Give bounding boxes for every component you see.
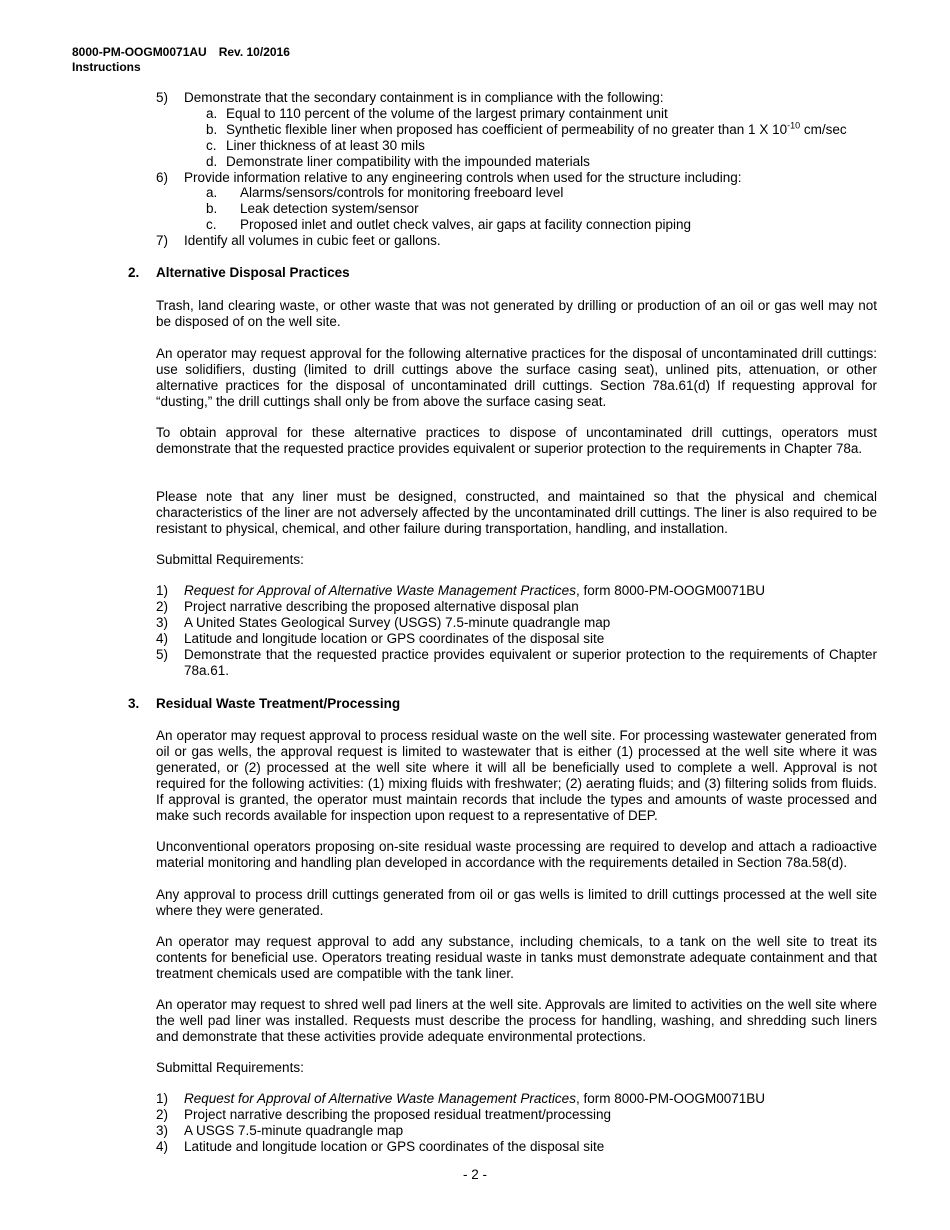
list-number: 4) bbox=[156, 1139, 169, 1154]
list-item: A United States Geological Survey (USGS) 7.5-minute quadrangle map bbox=[184, 615, 611, 630]
list-item: Latitude and longitude location or GPS coordinates of the disposal site bbox=[184, 1139, 605, 1154]
sub-item: Synthetic flexible liner when proposed has coefficient of permeability of no greater than 1 X $10^{-10}$ cm/sec bbox=[226, 120, 847, 137]
list-item: Project narrative describing the proposed alternative disposal plan bbox=[184, 599, 579, 614]
list-number: 3) bbox=[156, 1123, 169, 1138]
exponent: -10 bbox=[787, 120, 801, 131]
sub-item: Alarms/sensors/controls for monitoring freeboard level bbox=[240, 185, 564, 200]
list-item: Demonstrate that the requested practice provides equivalent or superior protection to the requirements of Chapter 78a.61. bbox=[184, 647, 877, 678]
sub-letter: c. bbox=[206, 138, 217, 153]
document-header bbox=[72, 45, 290, 75]
list-item: A USGS 7.5-minute quadrangle map bbox=[184, 1123, 404, 1138]
list-number: 4) bbox=[156, 631, 169, 646]
list-number: 5) bbox=[156, 647, 169, 662]
form-title: Request for Approval of Alternative Waste Management Practices bbox=[184, 583, 576, 598]
section-number: 2. bbox=[128, 265, 140, 280]
list-item: Request for Approval of Alternative Waste Management Practices, form 8000-PM-OOGM0071BU bbox=[184, 583, 766, 598]
list-item: Identify all volumes in cubic feet or gallons. bbox=[184, 233, 441, 248]
submittal-label: Submittal Requirements: bbox=[156, 552, 304, 567]
header-subtitle: Instructions bbox=[72, 60, 141, 74]
sub-item: Demonstrate liner compatibility with the impounded materials bbox=[226, 154, 590, 169]
list-number: 6) bbox=[156, 170, 169, 185]
list-number: 1) bbox=[156, 1091, 169, 1106]
sub-letter: c. bbox=[206, 217, 217, 232]
submittal-label: Submittal Requirements: bbox=[156, 1060, 304, 1075]
sub-item: Leak detection system/sensor bbox=[240, 201, 419, 216]
sub-letter: a. bbox=[206, 185, 218, 200]
paragraph: To obtain approval for these alternative practices to dispose of uncontaminated drill cuttings, operators must demonstrate that the requested practice provides equivalent or superior protection to the requirements in Chapter 78a. bbox=[156, 425, 877, 456]
list-item: Latitude and longitude location or GPS coordinates of the disposal site bbox=[184, 631, 605, 646]
list-item: Project narrative describing the proposed residual treatment/processing bbox=[184, 1107, 611, 1122]
section-title: Alternative Disposal Practices bbox=[156, 265, 350, 280]
sub-item: Proposed inlet and outlet check valves, air gaps at facility connection piping bbox=[240, 217, 692, 232]
list-number: 2) bbox=[156, 1107, 169, 1122]
sub-letter: b. bbox=[206, 201, 218, 216]
sub-item: Liner thickness of at least 30 mils bbox=[226, 138, 425, 153]
sub-letter: d. bbox=[206, 154, 218, 169]
page-number: - 2 - bbox=[462, 1167, 487, 1182]
section-number: 3. bbox=[128, 696, 140, 711]
list-number: 3) bbox=[156, 615, 169, 630]
section-title: Residual Waste Treatment/Processing bbox=[156, 696, 401, 711]
list-item: Request for Approval of Alternative Waste Management Practices, form 8000-PM-OOGM0071BU bbox=[184, 1091, 766, 1106]
list-item: Demonstrate that the secondary containment is in compliance with the following: bbox=[184, 90, 664, 105]
paragraph: An operator may request to shred well pad liners at the well site. Approvals are limited to activities on the well site where the well pad liner was installed. Requests must describe the process for handling, washing, and shredding such liners and demonstrate that these activities provide adequate environmental protections. bbox=[156, 997, 877, 1044]
paragraph: Unconventional operators proposing on-site residual waste processing are required to develop and attach a radioactive material monitoring and handling plan developed in accordance with the requirements detailed in Section 78a.58(d). bbox=[156, 839, 877, 870]
list-number: 5) bbox=[156, 90, 169, 105]
paragraph: An operator may request approval to process residual waste on the well site. For processing wastewater generated from oil or gas wells, the approval request is limited to wastewater that is either (1) processed at the well site where it was generated, or (2) processed at the well site where it will all be beneficially used to complete a well. Approval is not required for the following activities: (1) mixing fluids with freshwater; (2) aerating fluids; and (3) filtering solids from fluids. If approval is granted, the operator must maintain records that include the types and amounts of waste processed and make such records available for inspection upon request to a representative of DEP. bbox=[156, 728, 877, 823]
form-title: Request for Approval of Alternative Waste Management Practices bbox=[184, 1091, 576, 1106]
list-number: 7) bbox=[156, 233, 169, 248]
list-item: Provide information relative to any engineering controls when used for the structure including: bbox=[184, 170, 742, 185]
list-number: 2) bbox=[156, 599, 169, 614]
list-number: 1) bbox=[156, 583, 169, 598]
form-id: 8000-PM-OOGM0071AU bbox=[72, 45, 207, 59]
paragraph: Any approval to process drill cuttings generated from oil or gas wells is limited to drill cuttings processed at the well site where they were generated. bbox=[156, 887, 877, 918]
paragraph: Please note that any liner must be designed, constructed, and maintained so that the physical and chemical characteristics of the liner are not adversely affected by the uncontaminated drill cuttings. The liner is also required to be resistant to physical, chemical, and other failure during transportation, handling, and installation. bbox=[156, 489, 877, 536]
sub-item: Equal to 110 percent of the volume of the largest primary containment unit bbox=[226, 106, 668, 121]
paragraph: An operator may request approval for the following alternative practices for the disposal of uncontaminated drill cuttings: use solidifiers, dusting (limited to drill cuttings above the surface casing seat), unlined pits, attenuation, or other alternative practices for the disposal of uncontaminated drill cuttings. Section 78a.61(d) If requesting approval for “dusting,” the drill cuttings shall only be from above the surface casing seat. bbox=[156, 346, 877, 409]
sub-letter: a. bbox=[206, 106, 218, 121]
paragraph: An operator may request approval to add any substance, including chemicals, to a tank on the well site to treat its contents for beneficial use. Operators treating residual waste in tanks must demonstrate adequate containment and that treatment chemicals used are compatible with the tank liner. bbox=[156, 934, 877, 981]
revision: Rev. 10/2016 bbox=[218, 45, 290, 59]
sub-letter: b. bbox=[206, 122, 218, 137]
paragraph: Trash, land clearing waste, or other waste that was not generated by drilling or production of an oil or gas well may not be disposed of on the well site. bbox=[156, 298, 877, 329]
